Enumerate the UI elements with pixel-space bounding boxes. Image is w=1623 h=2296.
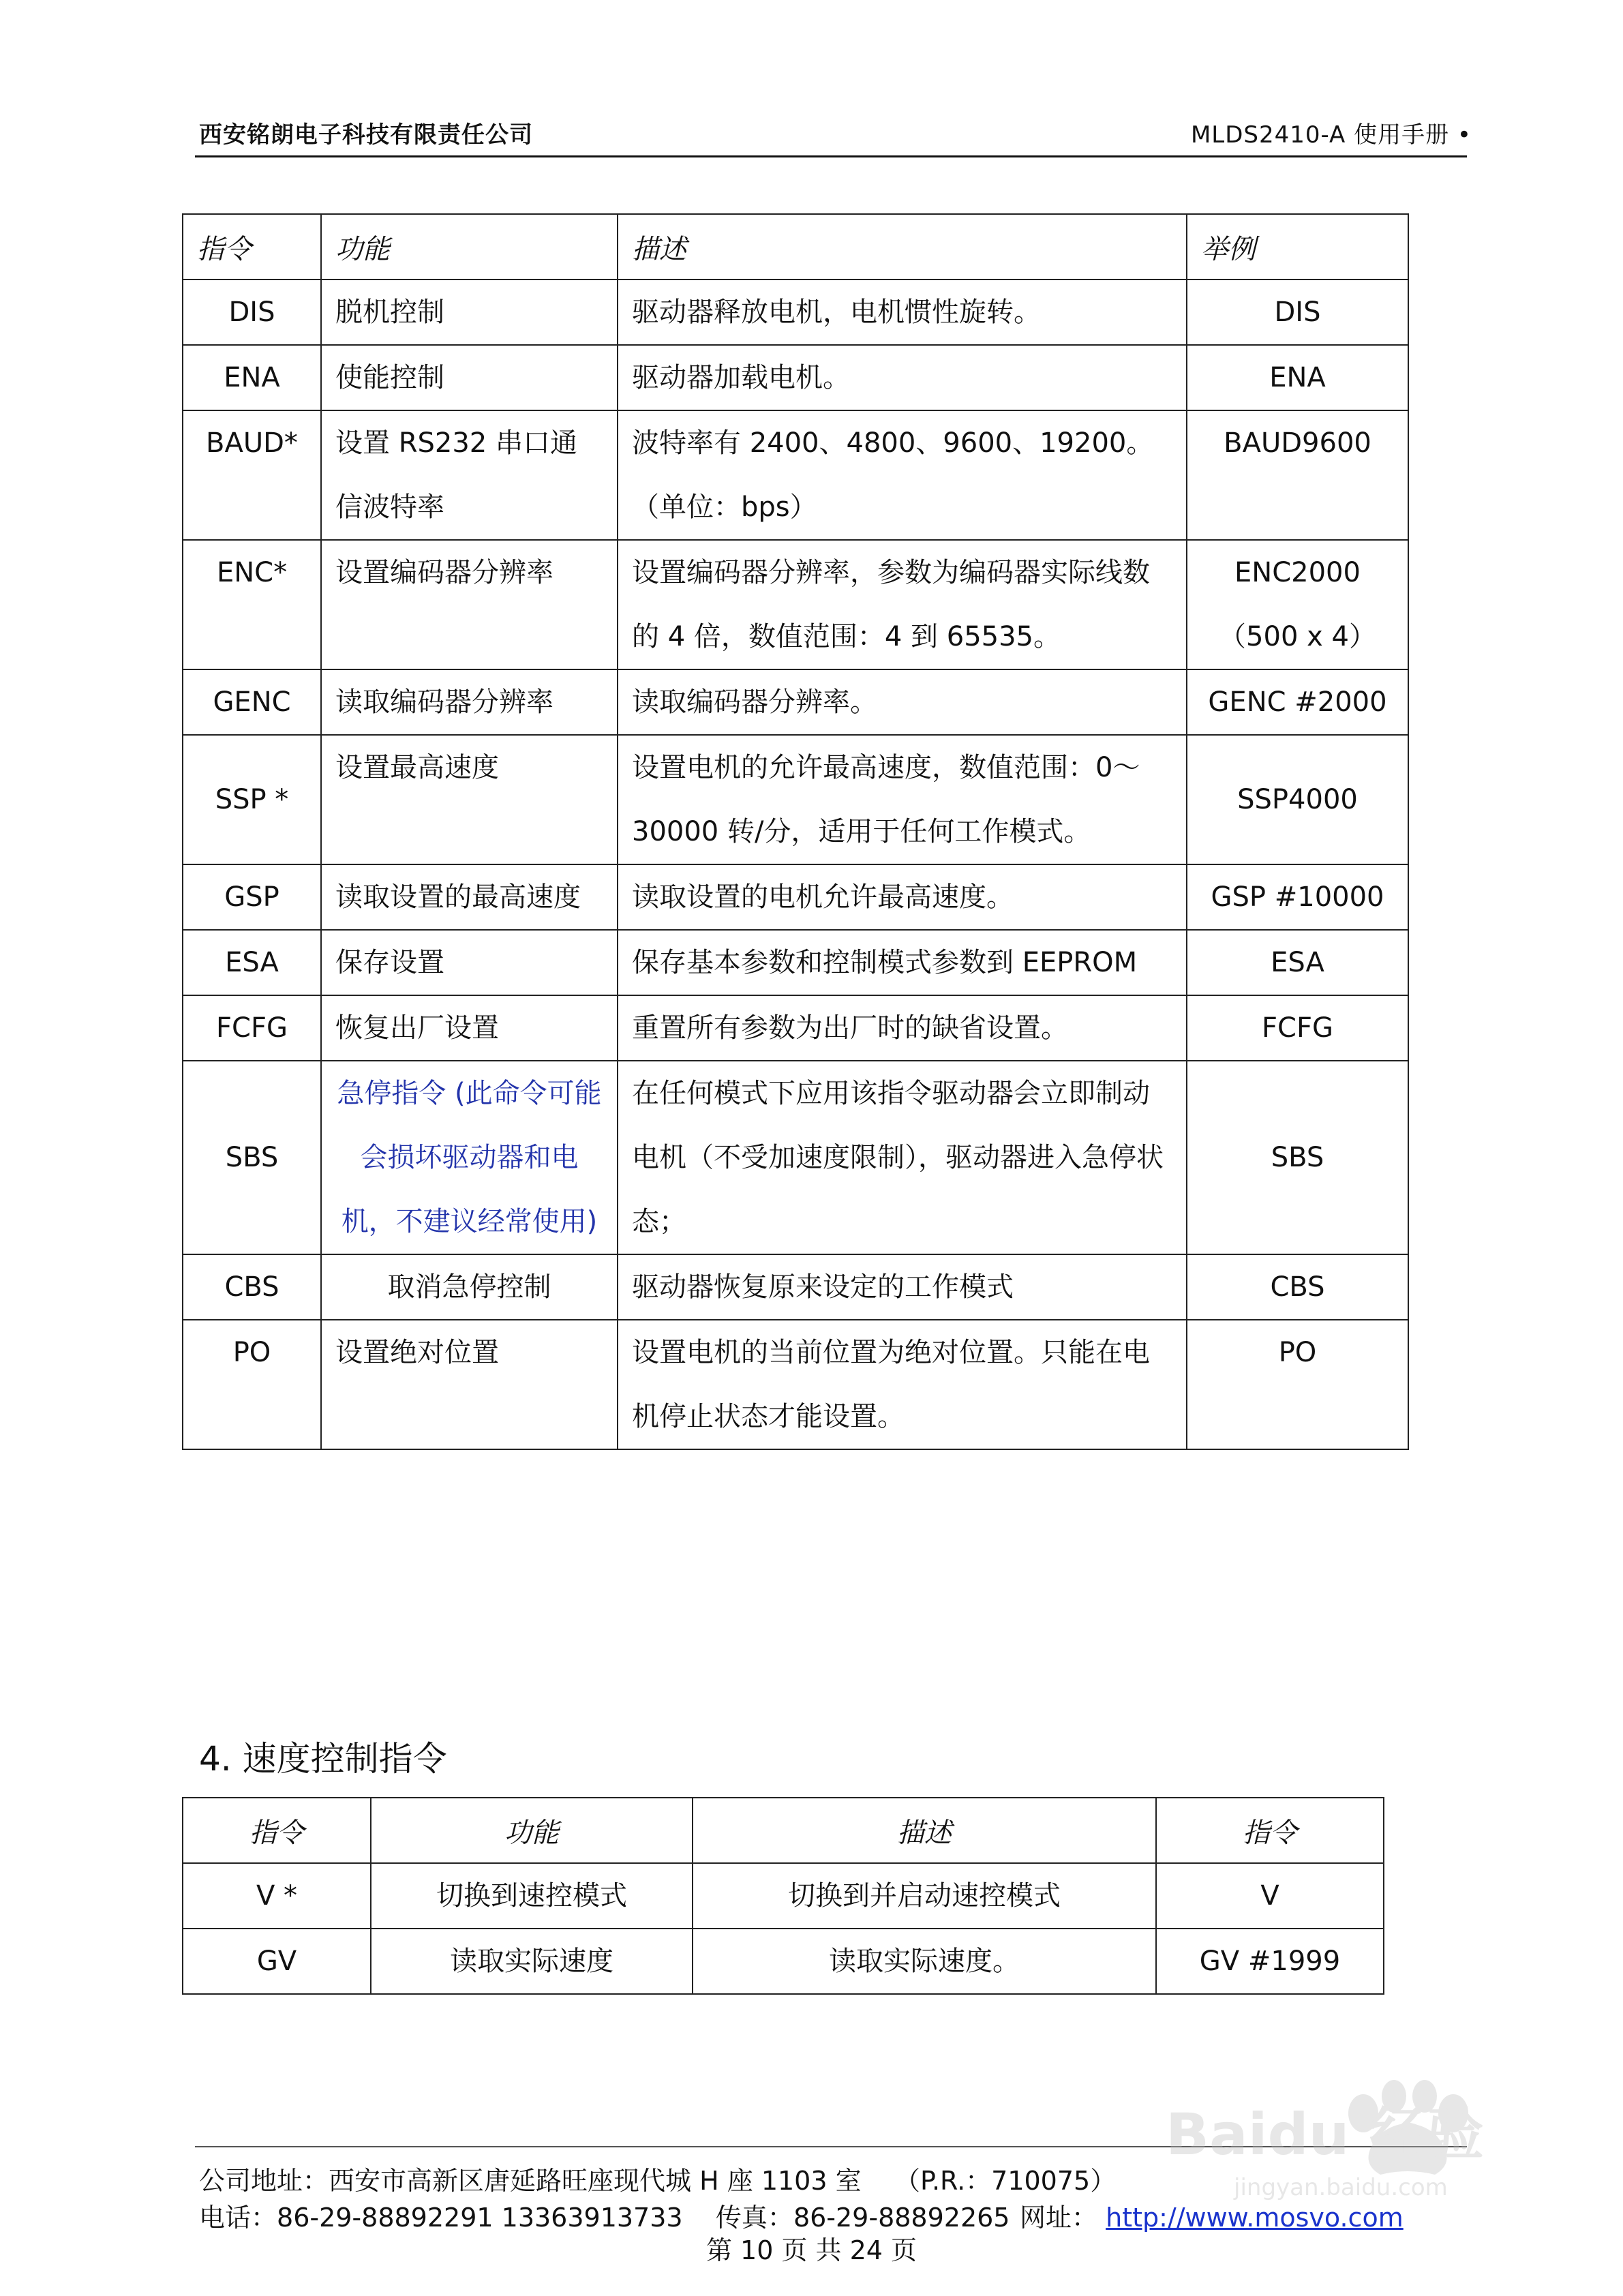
description-cell: 切换到并启动速控模式: [693, 1863, 1156, 1929]
description-cell: 读取设置的电机允许最高速度。: [618, 864, 1187, 930]
example-cell: GV #1999: [1156, 1929, 1384, 1994]
table-row: [183, 345, 1408, 410]
description-cell: 保存基本参数和控制模式参数到 EEPROM: [618, 930, 1187, 995]
phone-text: 86-29-88892291 13363913733: [277, 2203, 683, 2233]
manual-title: MLDS2410-A 使用手册 •: [1190, 121, 1472, 149]
description-cell: 在任何模式下应用该指令驱动器会立即制动电机（不受加速度限制），驱动器进入急停状态；: [618, 1061, 1187, 1254]
col-header-command: 指令: [183, 214, 321, 280]
table-row: [183, 280, 1408, 345]
watermark-url: jingyan.baidu.com: [1234, 2174, 1448, 2201]
fax-text: 86-29-88892265: [793, 2203, 1010, 2233]
function-cell: 切换到速控模式: [371, 1863, 693, 1929]
function-cell: 读取实际速度: [371, 1929, 693, 1994]
example-cell: PO: [1187, 1320, 1408, 1449]
table-header-row: [183, 214, 1408, 280]
command-cell: GV: [183, 1929, 371, 1994]
command-cell: DIS: [183, 280, 321, 345]
watermark-brand: Baidu 经验: [1166, 2101, 1484, 2168]
command-cell: PO: [183, 1320, 321, 1449]
footer-contact-line: [199, 2196, 1010, 2234]
example-cell: CBS: [1187, 1254, 1408, 1320]
section-heading: [199, 1732, 447, 1781]
command-cell: GSP: [183, 864, 321, 930]
example-cell: GENC #2000: [1187, 669, 1408, 735]
description-cell: 读取实际速度。: [693, 1929, 1156, 1994]
example-cell: ESA: [1187, 930, 1408, 995]
function-cell: 读取设置的最高速度: [321, 864, 618, 930]
table-header-row: [183, 1798, 1384, 1863]
function-cell: 取消急停控制: [321, 1254, 618, 1320]
baidu-watermark: [1159, 2066, 1541, 2202]
command-cell: SBS: [183, 1061, 321, 1254]
command-table: [182, 213, 1409, 1450]
address-label: 公司地址：: [199, 2166, 329, 2196]
company-name: 西安铭朗电子科技有限责任公司: [199, 121, 533, 149]
fax-label: 传真：: [715, 2203, 793, 2233]
footer-web: [1020, 2196, 1404, 2234]
example-cell: ENC2000（500 x 4）: [1187, 540, 1408, 669]
table-row: [183, 1061, 1408, 1254]
command-cell: ENC*: [183, 540, 321, 669]
header-divider: [195, 155, 1467, 157]
col-header-example: 举例: [1187, 214, 1408, 280]
description-cell: 设置编码器分辨率，参数为编码器实际线数的 4 倍，数值范围：4 到 65535。: [618, 540, 1187, 669]
example-cell: DIS: [1187, 280, 1408, 345]
postcode-text: （P.R.：710075）: [894, 2166, 1117, 2196]
function-cell: 设置 RS232 串口通信波特率: [321, 410, 618, 540]
function-cell: 保存设置: [321, 930, 618, 995]
function-cell: 恢复出厂设置: [321, 995, 618, 1061]
example-cell: ENA: [1187, 345, 1408, 410]
function-cell: 脱机控制: [321, 280, 618, 345]
example-cell: FCFG: [1187, 995, 1408, 1061]
col-header-function: 功能: [321, 214, 618, 280]
table-row: [183, 1863, 1384, 1929]
description-cell: 波特率有 2400、4800、9600、19200。（单位：bps）: [618, 410, 1187, 540]
function-cell: 设置最高速度: [321, 735, 618, 864]
col-header-function: 功能: [371, 1798, 693, 1863]
table-row: [183, 995, 1408, 1061]
description-cell: 驱动器释放电机，电机惯性旋转。: [618, 280, 1187, 345]
col-header-command: 指令: [183, 1798, 371, 1863]
description-cell: 设置电机的允许最高速度，数值范围：0～30000 转/分，适用于任何工作模式。: [618, 735, 1187, 864]
example-cell: SSP4000: [1187, 735, 1408, 864]
web-label: 网址：: [1020, 2203, 1098, 2233]
table-row: [183, 1254, 1408, 1320]
table-row: [183, 1320, 1408, 1449]
function-cell: 设置绝对位置: [321, 1320, 618, 1449]
section-number: 4.: [199, 1739, 232, 1779]
table-row: [183, 410, 1408, 540]
col-header-description: 描述: [618, 214, 1187, 280]
command-cell: CBS: [183, 1254, 321, 1320]
footer-address-line: [199, 2160, 1116, 2197]
example-cell: V: [1156, 1863, 1384, 1929]
function-cell: 读取编码器分辨率: [321, 669, 618, 735]
example-cell: BAUD9600: [1187, 410, 1408, 540]
function-cell-warning: 急停指令 (此命令可能会损坏驱动器和电机，不建议经常使用): [321, 1061, 618, 1254]
table-row: [183, 540, 1408, 669]
description-cell: 驱动器恢复原来设定的工作模式: [618, 1254, 1187, 1320]
table-row: [183, 864, 1408, 930]
command-cell: V *: [183, 1863, 371, 1929]
description-cell: 读取编码器分辨率。: [618, 669, 1187, 735]
command-cell: SSP *: [183, 735, 321, 864]
command-cell: BAUD*: [183, 410, 321, 540]
command-cell: ENA: [183, 345, 321, 410]
example-cell: GSP #10000: [1187, 864, 1408, 930]
col-header-description: 描述: [693, 1798, 1156, 1863]
command-cell: GENC: [183, 669, 321, 735]
website-link[interactable]: http://www.mosvo.com: [1106, 2203, 1404, 2233]
table-row: [183, 735, 1408, 864]
speed-command-table: [182, 1797, 1384, 1995]
address-text: 西安市高新区唐延路旺座现代城 H 座 1103 室: [329, 2166, 862, 2196]
example-cell: SBS: [1187, 1061, 1408, 1254]
section-title-text: 速度控制指令: [242, 1739, 447, 1779]
description-cell: 驱动器加载电机。: [618, 345, 1187, 410]
table-row: [183, 930, 1408, 995]
table-row: [183, 1929, 1384, 1994]
function-cell: 使能控制: [321, 345, 618, 410]
command-cell: ESA: [183, 930, 321, 995]
page-number: 第 10 页 共 24 页: [706, 2235, 917, 2265]
description-cell: 设置电机的当前位置为绝对位置。只能在电机停止状态才能设置。: [618, 1320, 1187, 1449]
description-cell: 重置所有参数为出厂时的缺省设置。: [618, 995, 1187, 1061]
col-header-command-2: 指令: [1156, 1798, 1384, 1863]
table-row: [183, 669, 1408, 735]
function-cell: 设置编码器分辨率: [321, 540, 618, 669]
phone-label: 电话：: [199, 2203, 277, 2233]
command-cell: FCFG: [183, 995, 321, 1061]
